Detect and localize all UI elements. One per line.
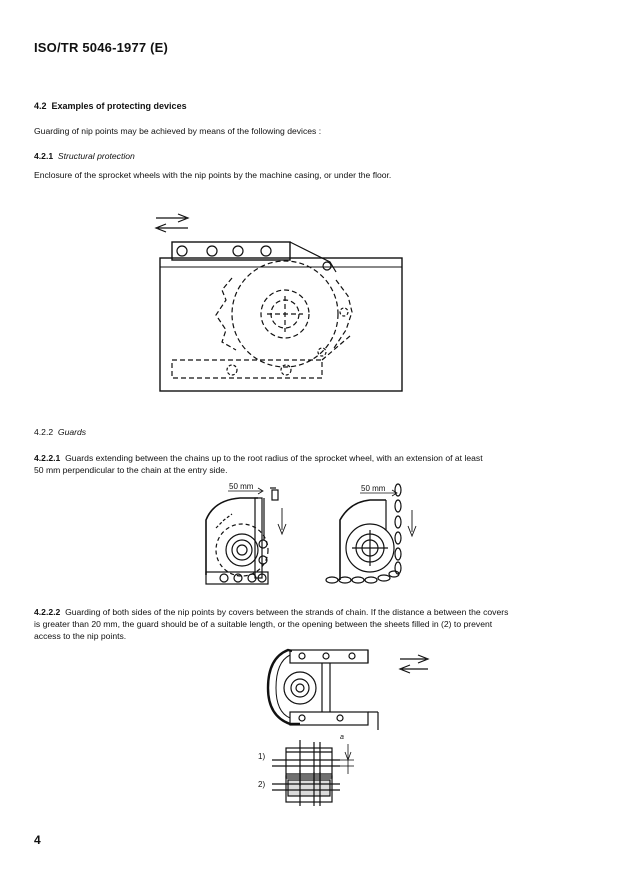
section-4-2-2-heading <box>34 426 86 438</box>
section-number: 4.2.1 <box>34 151 54 161</box>
detail-label-1: 1) <box>258 752 266 761</box>
detail-label-2: 2) <box>258 780 266 789</box>
section-title: Examples of protecting devices <box>51 101 187 111</box>
section-4-2-2-1-line1 <box>34 452 483 464</box>
section-4-2-1-heading <box>34 150 135 162</box>
paragraph-text: Guarding of both sides of the nip points by covers between the strands of chain. If the distance a between the covers <box>65 607 509 617</box>
document-header: ISO/TR 5046-1977 (E) <box>34 40 169 55</box>
paragraph-text: Guards extending between the chains up to the root radius of the sprocket wheel, with an extension of at least <box>65 453 483 463</box>
section-number: 4.2.2 <box>34 427 54 437</box>
dimension-label-left: 50 mm <box>229 482 254 491</box>
section-title: Guards <box>57 427 87 437</box>
section-4-2-1-text: Enclosure of the sprocket wheels with the nip points by the machine casing, or under the floor. <box>34 170 392 180</box>
section-4-2-heading <box>34 101 187 111</box>
section-4-2-2-1-line2: 50 mm perpendicular to the chain at the entry side. <box>34 465 228 475</box>
section-4-2-intro: Guarding of nip points may be achieved by means of the following devices : <box>34 126 322 136</box>
page-number: 4 <box>34 833 41 847</box>
section-4-2-2-2-line2: is greater than 20 mm, the guard should be of a suitable length, or the opening between the sheets filled in (2) to prevent <box>34 619 493 629</box>
section-number: 4.2 <box>34 101 47 111</box>
dimension-label-right: 50 mm <box>361 484 386 493</box>
section-number: 4.2.2.2 <box>34 607 61 617</box>
section-title: Structural protection <box>57 151 135 161</box>
section-number: 4.2.2.1 <box>34 453 61 463</box>
section-4-2-2-2-line1 <box>34 606 508 618</box>
section-4-2-2-2-line3: access to the nip points. <box>34 631 127 641</box>
dimension-label-a: a <box>340 734 344 741</box>
